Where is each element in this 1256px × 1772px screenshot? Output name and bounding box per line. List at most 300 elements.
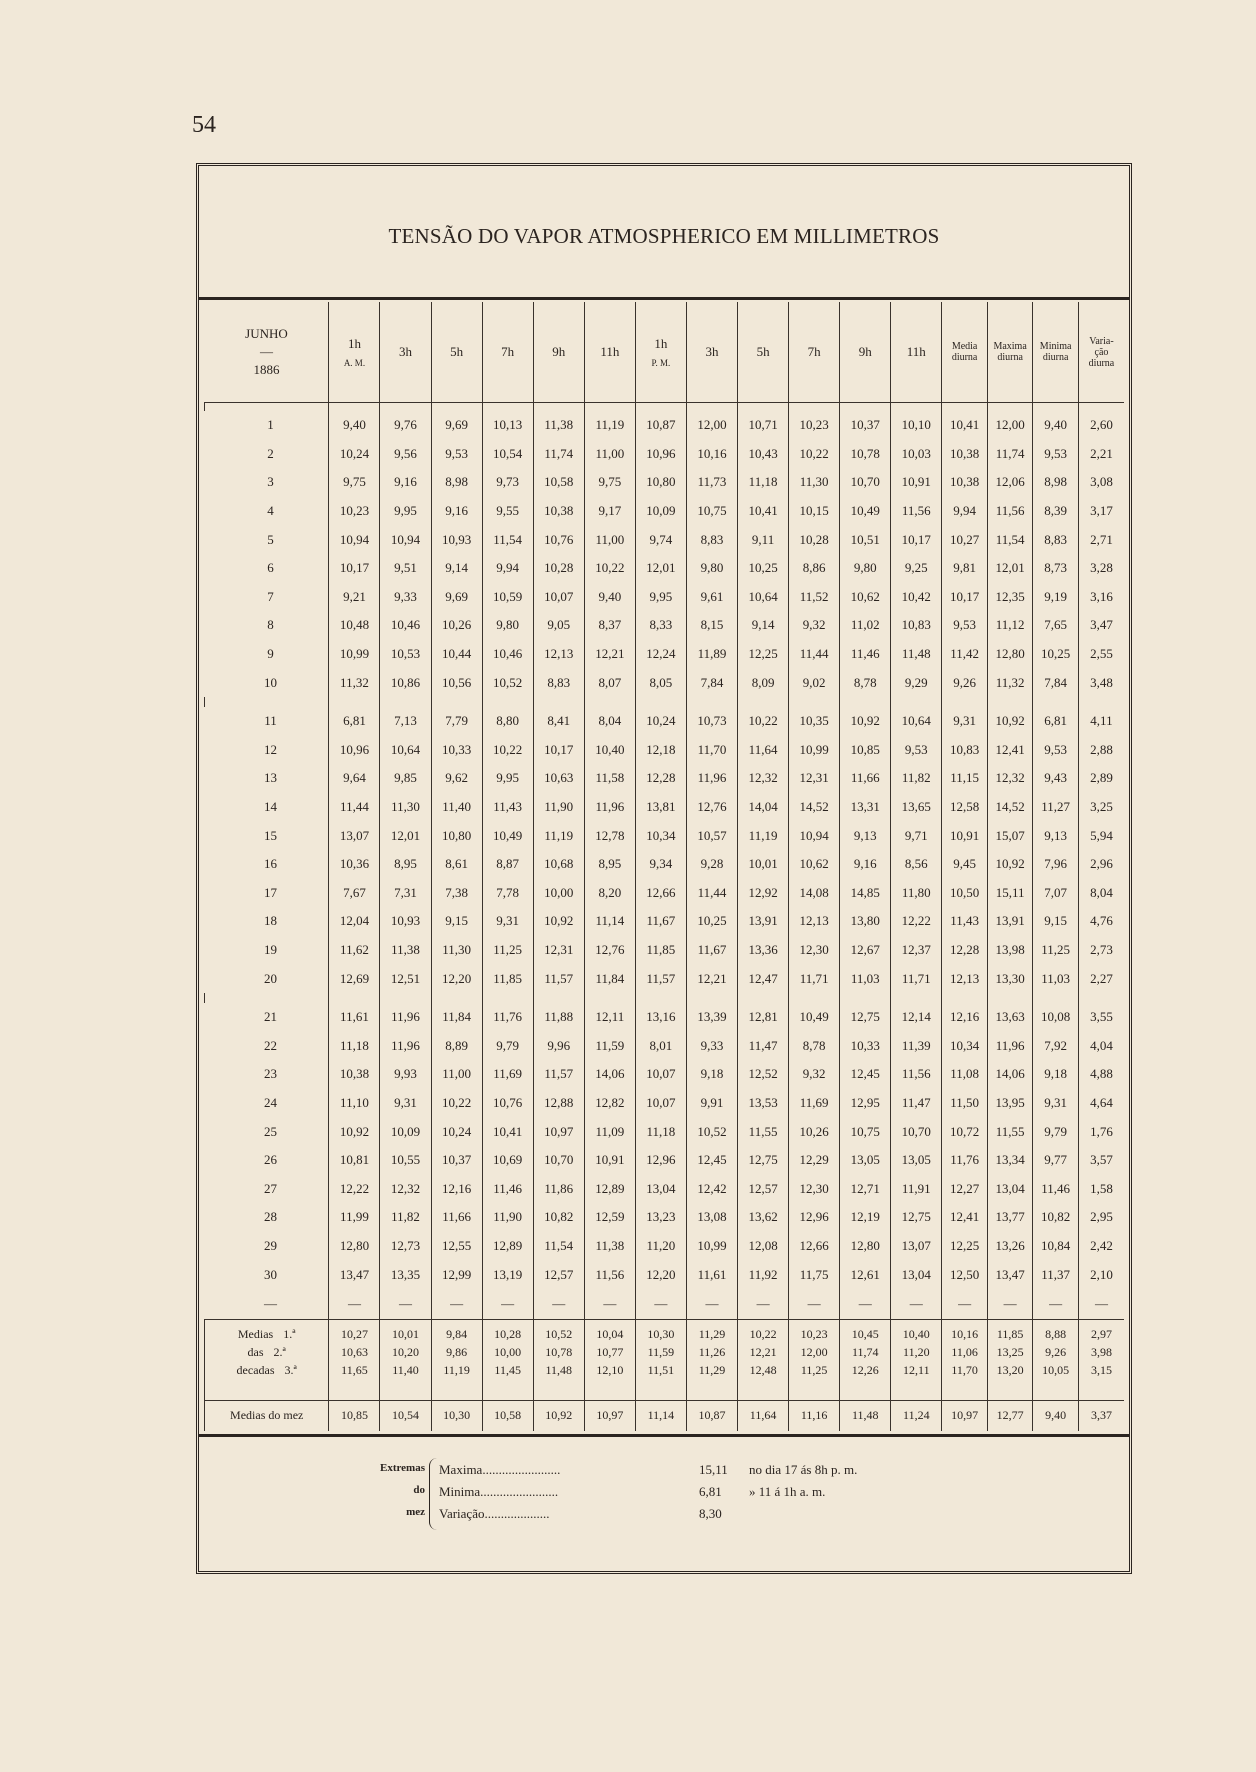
pm-label: P. M. xyxy=(651,358,671,368)
table-cell: 11,40 xyxy=(431,793,482,822)
table-cell: 11,45 xyxy=(482,1362,533,1380)
table-cell: 8,05 xyxy=(635,668,686,697)
spacer-cell xyxy=(987,993,1033,1003)
row-label: 4 xyxy=(267,503,274,519)
table-cell: 10,41 xyxy=(942,411,988,440)
row-label: 11 xyxy=(264,713,277,729)
table-cell: 10,92 xyxy=(533,907,584,936)
table-cell: 10,85 xyxy=(329,1400,380,1431)
table-cell: 10,38 xyxy=(942,468,988,497)
table-cell: 13,19 xyxy=(482,1260,533,1289)
month-dash: — xyxy=(259,344,273,359)
table-cell: 10,97 xyxy=(533,1117,584,1146)
table-cell: 12,32 xyxy=(380,1174,431,1203)
spacer-cell xyxy=(840,697,891,707)
table-cell: 10,26 xyxy=(431,611,482,640)
table-cell: 9,95 xyxy=(380,497,431,526)
table-cell: 12,45 xyxy=(840,1060,891,1089)
decada-row xyxy=(205,1362,1125,1380)
table-cell: 9,80 xyxy=(840,554,891,583)
table-cell: 10,75 xyxy=(840,1117,891,1146)
table-cell: 12,80 xyxy=(329,1232,380,1261)
table-cell: 9,79 xyxy=(482,1031,533,1060)
hour-header: 7h xyxy=(482,302,533,403)
spacer-cell xyxy=(584,697,635,707)
table-cell: 11,59 xyxy=(584,1031,635,1060)
table-cell: 13,47 xyxy=(329,1260,380,1289)
table-row xyxy=(205,411,1125,440)
table-cell: 8,56 xyxy=(891,850,942,879)
table-cell: 12,31 xyxy=(789,764,840,793)
table-cell: 12,18 xyxy=(635,736,686,765)
table-cell: 11,99 xyxy=(329,1203,380,1232)
table-cell: 10,27 xyxy=(942,525,988,554)
table-cell: 11,96 xyxy=(380,1003,431,1032)
table-cell: 12,25 xyxy=(738,640,789,669)
table-cell: 11,61 xyxy=(686,1260,737,1289)
table-cell: 11,64 xyxy=(738,736,789,765)
table-body xyxy=(205,403,1125,1431)
extremas-label: Extremas xyxy=(379,1462,425,1474)
table-cell: 10,52 xyxy=(686,1117,737,1146)
table-row xyxy=(205,554,1125,583)
table-cell: 9,21 xyxy=(329,583,380,612)
table-cell: 11,90 xyxy=(482,1203,533,1232)
table-cell: 10,70 xyxy=(891,1117,942,1146)
table-cell: 12,20 xyxy=(635,1260,686,1289)
table-cell: 11,61 xyxy=(329,1003,380,1032)
decada-ordinal: 3.ª xyxy=(284,1363,297,1378)
table-cell: 12,48 xyxy=(738,1362,789,1380)
spacer-cell xyxy=(329,993,380,1003)
table-cell: 10,46 xyxy=(482,640,533,669)
table-cell: 9,94 xyxy=(482,554,533,583)
table-cell: 10,80 xyxy=(635,468,686,497)
row-label: 29 xyxy=(263,1237,277,1253)
table-cell: 9,86 xyxy=(431,1344,482,1362)
spacer-cell xyxy=(380,993,431,1003)
table-cell: 7,84 xyxy=(686,668,737,697)
table-cell: 3,17 xyxy=(1078,497,1124,526)
spacer-cell xyxy=(482,403,533,412)
table-cell: 12,13 xyxy=(533,640,584,669)
table-cell: 10,10 xyxy=(891,411,942,440)
spacer-cell xyxy=(635,993,686,1003)
table-cell: 11,32 xyxy=(987,668,1033,697)
table-cell: 10,80 xyxy=(431,821,482,850)
spacer-cell xyxy=(987,1380,1033,1390)
table-cell: 10,23 xyxy=(329,497,380,526)
table-cell: 10,55 xyxy=(380,1146,431,1175)
table-cell: 10,09 xyxy=(635,497,686,526)
table-cell: 12,06 xyxy=(987,468,1033,497)
table-row xyxy=(205,668,1125,697)
table-cell: 12,80 xyxy=(840,1232,891,1261)
table-cell: 11,14 xyxy=(635,1400,686,1431)
table-cell: 10,43 xyxy=(738,440,789,469)
table-cell: 11,57 xyxy=(533,1060,584,1089)
table-cell: 15,11 xyxy=(987,879,1033,908)
table-cell: 10,49 xyxy=(840,497,891,526)
table-cell: 11,47 xyxy=(891,1089,942,1118)
dash-cell: — xyxy=(686,1289,737,1320)
spacer-cell xyxy=(205,993,329,1003)
table-cell: 15,07 xyxy=(987,821,1033,850)
table-cell: 10,53 xyxy=(380,640,431,669)
table-cell: 12,96 xyxy=(635,1146,686,1175)
dash-cell: — xyxy=(1078,1289,1124,1320)
table-cell: 2,60 xyxy=(1078,411,1124,440)
spacer-row xyxy=(205,1380,1125,1390)
table-cell: 11,08 xyxy=(942,1060,988,1089)
row-label: 15 xyxy=(263,827,277,843)
table-cell: 9,91 xyxy=(686,1089,737,1118)
table-cell: 9,51 xyxy=(380,554,431,583)
table-cell: 12,30 xyxy=(789,1174,840,1203)
table-cell: 10,07 xyxy=(635,1089,686,1118)
table-cell: 10,20 xyxy=(380,1344,431,1362)
spacer-cell xyxy=(329,403,380,412)
table-cell: 11,59 xyxy=(635,1344,686,1362)
table-cell: 12,75 xyxy=(840,1003,891,1032)
table-cell: 9,16 xyxy=(380,468,431,497)
table-cell: 10,52 xyxy=(533,1319,584,1344)
table-cell: 10,57 xyxy=(686,821,737,850)
table-cell: 10,64 xyxy=(380,736,431,765)
table-cell: 11,44 xyxy=(789,640,840,669)
table-row xyxy=(205,440,1125,469)
table-cell: 11,82 xyxy=(380,1203,431,1232)
extremas-row-name: Maxima........................ xyxy=(439,1462,561,1477)
table-cell: 10,63 xyxy=(533,764,584,793)
spacer-cell xyxy=(584,403,635,412)
table-cell: 1,58 xyxy=(1078,1174,1124,1203)
table-cell: 10,34 xyxy=(635,821,686,850)
table-cell: 12,41 xyxy=(942,1203,988,1232)
table-cell: 12,01 xyxy=(635,554,686,583)
table-cell: 13,95 xyxy=(987,1089,1033,1118)
decada-ordinal: 2.ª xyxy=(273,1345,286,1360)
table-cell: 9,26 xyxy=(1033,1344,1079,1362)
table-cell: 10,03 xyxy=(891,440,942,469)
table-cell: 13,98 xyxy=(987,936,1033,965)
table-cell: 13,34 xyxy=(987,1146,1033,1175)
table-cell: 10,25 xyxy=(686,907,737,936)
spacer-cell xyxy=(482,1390,533,1401)
row-label: 17 xyxy=(263,884,277,900)
table-cell: 12,01 xyxy=(380,821,431,850)
table-cell: 13,04 xyxy=(987,1174,1033,1203)
table-row xyxy=(205,1174,1125,1203)
table-cell: 7,07 xyxy=(1033,879,1079,908)
table-cell: 10,73 xyxy=(686,707,737,736)
spacer-cell xyxy=(891,697,942,707)
table-cell: 13,07 xyxy=(891,1232,942,1261)
table-cell: 10,30 xyxy=(635,1319,686,1344)
table-cell: 11,96 xyxy=(987,1031,1033,1060)
spacer-cell xyxy=(431,1380,482,1390)
table-cell: 10,40 xyxy=(891,1319,942,1344)
row-label: 21 xyxy=(263,1009,277,1025)
table-cell: 12,57 xyxy=(738,1174,789,1203)
table-cell: 9,31 xyxy=(482,907,533,936)
table-cell: 3,37 xyxy=(1078,1400,1124,1431)
table-cell: 10,16 xyxy=(942,1319,988,1344)
table-cell: 13,65 xyxy=(891,793,942,822)
table-cell: 10,37 xyxy=(840,411,891,440)
spacer-cell xyxy=(329,1390,380,1401)
spacer-cell xyxy=(738,1390,789,1401)
spacer-cell xyxy=(840,403,891,412)
table-cell: 11,29 xyxy=(686,1319,737,1344)
table-cell: 10,40 xyxy=(584,736,635,765)
hour-header: 11h xyxy=(891,302,942,403)
table-cell: 12,32 xyxy=(738,764,789,793)
spacer-row xyxy=(205,993,1125,1003)
table-cell: 14,06 xyxy=(584,1060,635,1089)
table-cell: 9,32 xyxy=(789,1060,840,1089)
row-label: 6 xyxy=(267,560,274,576)
table-cell: 12,57 xyxy=(533,1260,584,1289)
table-cell: 10,50 xyxy=(942,879,988,908)
table-cell: 9,53 xyxy=(891,736,942,765)
table-cell: 12,45 xyxy=(686,1146,737,1175)
extremas-label: mez xyxy=(406,1506,425,1518)
table-cell: 11,37 xyxy=(1033,1260,1079,1289)
table-cell: 11,44 xyxy=(686,879,737,908)
decada-label xyxy=(205,1362,329,1380)
table-cell: 4,11 xyxy=(1078,707,1124,736)
table-cell: 11,02 xyxy=(840,611,891,640)
table-cell: 10,96 xyxy=(329,736,380,765)
table-cell: 11,67 xyxy=(635,907,686,936)
table-cell: 2,96 xyxy=(1078,850,1124,879)
table-cell: 13,31 xyxy=(840,793,891,822)
table-cell: 9,53 xyxy=(1033,440,1079,469)
table-row xyxy=(205,497,1125,526)
spacer-cell xyxy=(482,697,533,707)
table-cell: 10,24 xyxy=(635,707,686,736)
table-row xyxy=(205,525,1125,554)
table-cell: 13,36 xyxy=(738,936,789,965)
table-cell: 10,46 xyxy=(380,611,431,640)
table-cell: 10,49 xyxy=(789,1003,840,1032)
table-cell: 10,38 xyxy=(329,1060,380,1089)
spacer-cell xyxy=(738,1380,789,1390)
spacer-row xyxy=(205,697,1125,707)
table-frame xyxy=(196,163,1132,1574)
title-divider xyxy=(199,297,1129,300)
table-cell: 9,64 xyxy=(329,764,380,793)
table-cell: 9,74 xyxy=(635,525,686,554)
dash-cell: — xyxy=(482,1289,533,1320)
table-cell: 12,11 xyxy=(584,1003,635,1032)
decada-ordinal: 1.ª xyxy=(283,1327,296,1342)
table-cell: 11,27 xyxy=(1033,793,1079,822)
spacer-cell xyxy=(380,403,431,412)
table-cell: 11,85 xyxy=(482,964,533,993)
spacer-cell xyxy=(635,1390,686,1401)
table-cell: 10,94 xyxy=(329,525,380,554)
table-cell: 11,84 xyxy=(584,964,635,993)
table-cell: 12,95 xyxy=(840,1089,891,1118)
table-cell: 11,48 xyxy=(533,1362,584,1380)
table-cell: 11,38 xyxy=(380,936,431,965)
row-label: 20 xyxy=(263,970,277,986)
table-cell: 11,46 xyxy=(1033,1174,1079,1203)
spacer-cell xyxy=(942,403,988,412)
table-cell: 8,39 xyxy=(1033,497,1079,526)
table-cell: 4,64 xyxy=(1078,1089,1124,1118)
table-cell: 11,96 xyxy=(380,1031,431,1060)
table-cell: 10,35 xyxy=(789,707,840,736)
table-cell: 9,33 xyxy=(380,583,431,612)
row-label: 27 xyxy=(263,1180,277,1196)
table-cell: 10,99 xyxy=(329,640,380,669)
spacer-cell xyxy=(431,403,482,412)
table-cell: 9,13 xyxy=(840,821,891,850)
table-cell: 9,40 xyxy=(1033,411,1079,440)
table-cell: 9,05 xyxy=(533,611,584,640)
table-cell: 9,40 xyxy=(1033,1400,1079,1431)
table-cell: 9,96 xyxy=(533,1031,584,1060)
dash-cell: — xyxy=(584,1289,635,1320)
table-cell: 10,44 xyxy=(431,640,482,669)
table-cell: 7,84 xyxy=(1033,668,1079,697)
month-header xyxy=(205,302,329,403)
table-cell: 10,59 xyxy=(482,583,533,612)
table-cell: 10,37 xyxy=(431,1146,482,1175)
table-cell: 8,95 xyxy=(584,850,635,879)
table-cell: 12,92 xyxy=(738,879,789,908)
row-label: 23 xyxy=(263,1066,277,1082)
dash-cell: — xyxy=(263,1295,277,1311)
year-label: 1886 xyxy=(253,362,280,377)
table-cell: 3,08 xyxy=(1078,468,1124,497)
table-cell: 8,89 xyxy=(431,1031,482,1060)
table-cell: 10,72 xyxy=(942,1117,988,1146)
table-cell: 10,23 xyxy=(789,1319,840,1344)
table-cell: 9,29 xyxy=(891,668,942,697)
table-cell: 11,46 xyxy=(840,640,891,669)
table-row xyxy=(205,1031,1125,1060)
table-cell: 11,25 xyxy=(789,1362,840,1380)
table-cell: 10,92 xyxy=(987,707,1033,736)
table-cell: 7,79 xyxy=(431,707,482,736)
table-cell: 10,38 xyxy=(533,497,584,526)
table-cell: 11,48 xyxy=(891,640,942,669)
table-cell: 9,81 xyxy=(942,554,988,583)
table-cell: 10,92 xyxy=(533,1400,584,1431)
table-cell: 12,00 xyxy=(686,411,737,440)
hour-header: 1h A. M. xyxy=(329,302,380,403)
table-cell: 12,27 xyxy=(942,1174,988,1203)
table-cell: 10,91 xyxy=(942,821,988,850)
spacer-cell xyxy=(205,1390,329,1401)
table-cell: 11,32 xyxy=(329,668,380,697)
table-cell: 13,53 xyxy=(738,1089,789,1118)
table-cell: 12,28 xyxy=(635,764,686,793)
table-cell: 10,22 xyxy=(738,707,789,736)
table-cell: 10,93 xyxy=(431,525,482,554)
table-cell: 12,75 xyxy=(738,1146,789,1175)
table-cell: 11,65 xyxy=(329,1362,380,1380)
table-cell: 9,02 xyxy=(789,668,840,697)
table-row xyxy=(205,907,1125,936)
decada-label xyxy=(205,1319,329,1344)
table-cell: 10,33 xyxy=(431,736,482,765)
table-cell: 10,87 xyxy=(686,1400,737,1431)
table-cell: 12,80 xyxy=(987,640,1033,669)
table-cell: 9,80 xyxy=(686,554,737,583)
spacer-cell xyxy=(789,403,840,412)
table-cell: 2,97 xyxy=(1078,1319,1124,1344)
table-cell: 10,28 xyxy=(533,554,584,583)
table-cell: 12,76 xyxy=(686,793,737,822)
table-cell: 11,29 xyxy=(686,1362,737,1380)
dash-cell: — xyxy=(789,1289,840,1320)
spacer-cell xyxy=(431,697,482,707)
table-cell: 11,96 xyxy=(584,793,635,822)
table-cell: 7,31 xyxy=(380,879,431,908)
table-cell: 13,25 xyxy=(987,1344,1033,1362)
table-cell: 13,07 xyxy=(329,821,380,850)
table-cell: 12,13 xyxy=(942,964,988,993)
table-cell: 11,25 xyxy=(1033,936,1079,965)
table-cell: 11,25 xyxy=(482,936,533,965)
table-cell: 11,03 xyxy=(1033,964,1079,993)
table-cell: 10,13 xyxy=(482,411,533,440)
table-cell: 13,26 xyxy=(987,1232,1033,1261)
table-cell: 11,82 xyxy=(891,764,942,793)
table-row xyxy=(205,707,1125,736)
table-cell: 11,43 xyxy=(482,793,533,822)
extremas-row-name: Variação.................... xyxy=(439,1506,550,1521)
table-cell: 11,10 xyxy=(329,1089,380,1118)
table-cell: 12,16 xyxy=(431,1174,482,1203)
table-cell: 12,99 xyxy=(431,1260,482,1289)
table-cell: 8,78 xyxy=(789,1031,840,1060)
hour-header: 1h P. M. xyxy=(635,302,686,403)
row-label: 1 xyxy=(267,417,274,433)
table-cell: 9,61 xyxy=(686,583,737,612)
spacer-cell xyxy=(380,697,431,707)
table-cell: 10,28 xyxy=(482,1319,533,1344)
spacer-cell xyxy=(942,1390,988,1401)
table-cell: 9,95 xyxy=(482,764,533,793)
table-row xyxy=(205,640,1125,669)
table-cell: 11,19 xyxy=(431,1362,482,1380)
table-cell: 12,01 xyxy=(987,554,1033,583)
table-cell: 11,20 xyxy=(891,1344,942,1362)
table-cell: 10,54 xyxy=(380,1400,431,1431)
table-cell: 9,53 xyxy=(431,440,482,469)
table-cell: 9,45 xyxy=(942,850,988,879)
spacer-cell xyxy=(1078,697,1124,707)
table-cell: 11,54 xyxy=(482,525,533,554)
table-cell: 13,05 xyxy=(840,1146,891,1175)
table-cell: 10,07 xyxy=(533,583,584,612)
spacer-cell xyxy=(1078,403,1124,412)
table-cell: 11,06 xyxy=(942,1344,988,1362)
table-cell: 11,30 xyxy=(789,468,840,497)
spacer-cell xyxy=(431,993,482,1003)
spacer-cell xyxy=(1033,993,1079,1003)
table-cell: 9,56 xyxy=(380,440,431,469)
decada-label-text: decadas xyxy=(236,1363,275,1378)
spacer-cell xyxy=(533,1380,584,1390)
table-cell: 12,21 xyxy=(584,640,635,669)
